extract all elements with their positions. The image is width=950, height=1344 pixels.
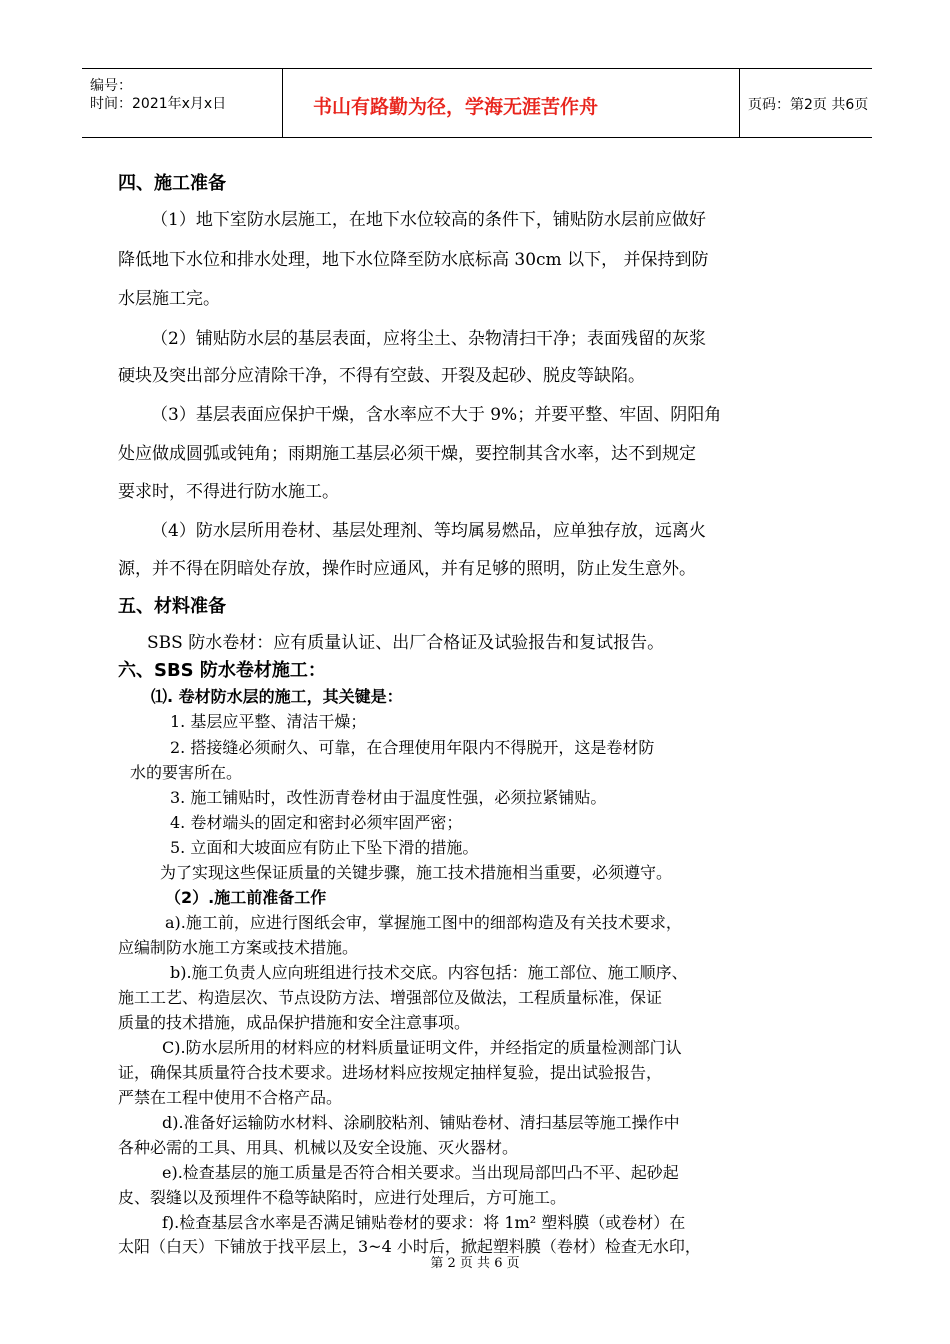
- paragraph-line: 施工工艺、构造层次、节点设防方法、增强部位及做法，工程质量标准，保证: [118, 988, 663, 1007]
- section-heading: 六、SBS 防水卷材施工：: [118, 660, 326, 681]
- paragraph-line: 源，并不得在阴暗处存放，操作时应通风，并有足够的照明，防止发生意外。: [118, 559, 696, 579]
- paragraph-line: C).防水层所用的材料应的材料质量证明文件，并经指定的质量检测部门认: [162, 1038, 682, 1057]
- paragraph-line: （3）基层表面应保护干燥，含水率应不大于 9%；并要平整、牢固、阴阳角: [151, 405, 722, 425]
- header-motto-cell: [283, 69, 739, 137]
- list-item: 2. 搭接缝必须耐久、可靠，在合理使用年限内不得脱开，这是卷材防: [170, 738, 655, 757]
- subsection-heading: ⑴. 卷材防水层的施工，其关键是：: [151, 687, 403, 706]
- list-item: 3. 施工铺贴时，改性沥青卷材由于温度性强，必须拉紧铺贴。: [170, 788, 607, 807]
- paragraph-line: 硬块及突出部分应清除干净，不得有空鼓、开裂及起砂、脱皮等缺陷。: [118, 366, 645, 386]
- paragraph-line: （2）铺贴防水层的基层表面，应将尘土、杂物清扫干净；表面残留的灰浆: [151, 329, 706, 349]
- paragraph-line: 应编制防水施工方案或技术措施。: [118, 938, 359, 957]
- page-header: [82, 68, 872, 138]
- paragraph-line: （4）防水层所用卷材、基层处理剂、等均属易燃品，应单独存放，远离火: [151, 521, 706, 541]
- paragraph-line: 各种必需的工具、用具、机械以及安全设施、灭火器材。: [118, 1138, 519, 1157]
- paragraph-line: （1）地下室防水层施工，在地下水位较高的条件下，铺贴防水层前应做好: [151, 210, 706, 230]
- header-motto: 书山有路勤为径，学海无涯苦作舟: [313, 96, 599, 118]
- list-item: 水的要害所在。: [130, 763, 243, 782]
- paragraph-line: e).检查基层的施工质量是否符合相关要求。当出现局部凹凸不平、起砂起: [162, 1163, 679, 1182]
- serial-label: 编号：: [90, 78, 132, 94]
- list-item: 5. 立面和大坡面应有防止下坠下滑的措施。: [170, 838, 479, 857]
- paragraph-line: d).准备好运输防水材料、涂刷胶粘剂、铺贴卷材、清扫基层等施工操作中: [162, 1113, 680, 1132]
- page-footer: 第 2 页 共 6 页: [430, 1256, 520, 1271]
- paragraph-line: 质量的技术措施，成品保护措施和安全注意事项。: [118, 1013, 471, 1032]
- paragraph-line: f).检查基层含水率是否满足铺贴卷材的要求：将 1m² 塑料膜（或卷材）在: [162, 1213, 686, 1232]
- paragraph-line: 皮、裂缝以及预埋件不稳等缺陷时，应进行处理后，方可施工。: [118, 1188, 567, 1207]
- list-item: 1. 基层应平整、清洁干燥；: [170, 712, 367, 731]
- paragraph-line: 证，确保其质量符合技术要求。进场材料应按规定抽样复验，提出试验报告，: [118, 1063, 663, 1082]
- header-divider: [739, 69, 740, 137]
- header-meta: [82, 69, 282, 137]
- paragraph-line: 处应做成圆弧或钝角；雨期施工基层必须干燥，要控制其含水率，达不到规定: [118, 444, 696, 464]
- paragraph-line: 严禁在工程中使用不合格产品。: [118, 1088, 343, 1107]
- time-label: 时间：2021年x月x日: [90, 96, 227, 112]
- paragraph-line: 要求时，不得进行防水施工。: [118, 482, 339, 502]
- header-page-info: 页码：第2页 共6页: [748, 97, 869, 113]
- paragraph-line: 为了实现这些保证质量的关键步骤，施工技术措施相当重要，必须遵守。: [160, 863, 673, 882]
- list-item: 4. 卷材端头的固定和密封必须牢固严密；: [170, 813, 463, 832]
- paragraph-line: b).施工负责人应向班组进行技术交底。内容包括：施工部位、施工顺序、: [170, 963, 688, 982]
- paragraph-line: SBS 防水卷材：应有质量认证、出厂合格证及试验报告和复试报告。: [147, 633, 665, 653]
- paragraph-line: 水层施工完。: [118, 289, 220, 309]
- subsection-heading: （2）.施工前准备工作: [165, 888, 327, 907]
- paragraph-line: a).施工前，应进行图纸会审，掌握施工图中的细部构造及有关技术要求，: [165, 913, 682, 932]
- paragraph-line: 太阳（白天）下铺放于找平层上，3~4 小时后，掀起塑料膜（卷材）检查无水印，: [118, 1237, 701, 1256]
- section-heading: 五、材料准备: [118, 596, 226, 617]
- section-heading: 四、施工准备: [118, 173, 226, 194]
- paragraph-line: 降低地下水位和排水处理，地下水位降至防水底标高 30cm 以下， 并保持到防: [118, 250, 709, 270]
